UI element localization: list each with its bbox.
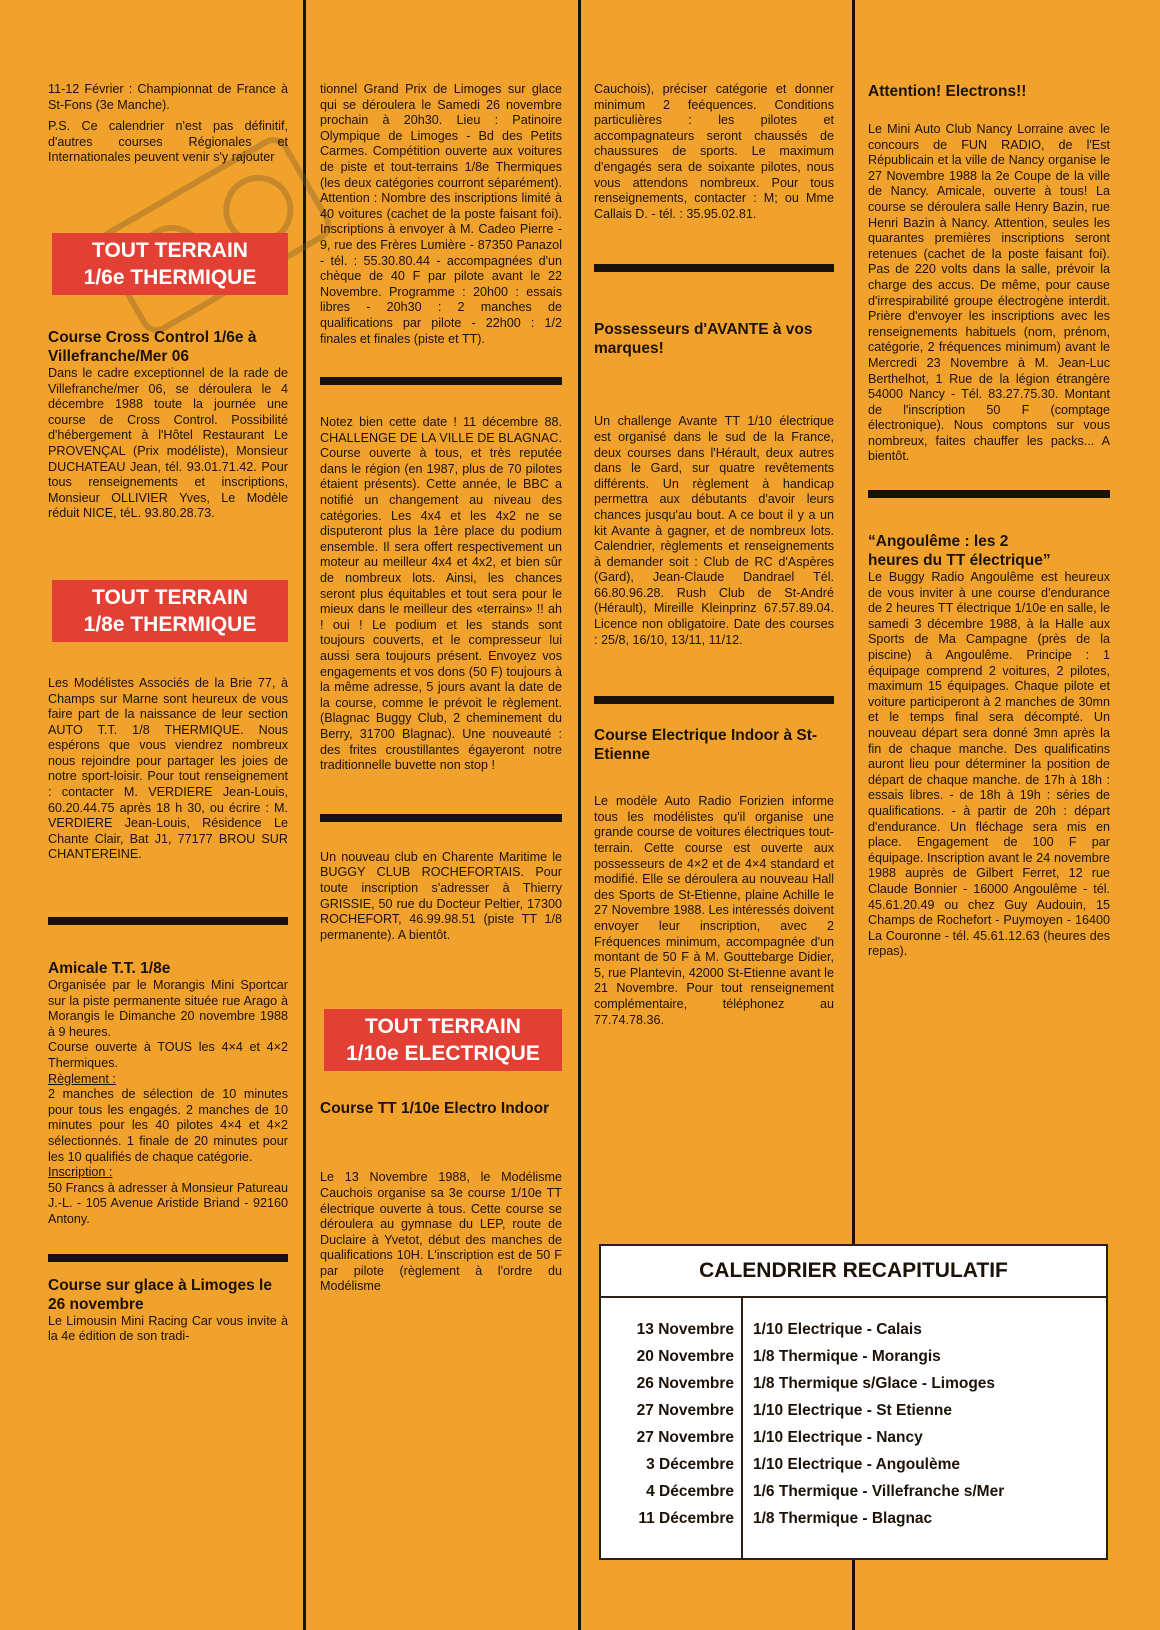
calendar-event: 1/8 Thermique - Morangis: [753, 1348, 941, 1365]
banner-line-1: TOUT TERRAIN: [92, 585, 248, 609]
avante-text: Un challenge Avante TT 1/10 électrique est organisé dans le sud de la France, deux courses dans l'Hérault, deux autres dans le Gard, sur quatre revêtements différents. Un règlement à handicap permettra aux débutants d'avoir leurs chances jusqu'au bout. A ce bout il y a un kit Avante à gagner, et de nombreux lots. Calendrier, règlements et renseignements à demander soit : Club de RC d'Aspères (Gard), Jean-Claude Dandrael Tél. 66.80.96.28. Rush Club de St-André (Hérault), Mireille Kleinprinz 67.57.89.04. Licence non obligatoire. Date des courses : 25/8, 16/10, 13/11, 11/12.: [594, 414, 834, 647]
section-divider: [48, 1254, 288, 1262]
section-divider: [48, 917, 288, 925]
tt-electro-title: Course TT 1/10e Electro Indoor: [320, 1100, 550, 1118]
amicale-text-1: Organisée par le Morangis Mini Sportcar sur la piste permanente située rue Arago à Morangis le Dimanche 20 novembre 1988 à 9 heures.: [48, 978, 288, 1039]
banner-tt-1-8-thermique: [52, 580, 288, 642]
angouleme-text: Le Buggy Radio Angoulême est heureux de vous inviter à une course d'endurance de 2 heures TT électrique 1/10e en salle, le samedi 3 décembre 1988, à la Halle aux Sports de Ma Campagne (près de la piscine) à Angoulême. Principe : 1 équipage comprend 2 voitures, 2 pilotes, maximum 15 équipages. Chaque pilote et voiture participeront à 2 manches de 30mn et le temps final sera décompté. Un nouveau départ sera donné 3mn après la fin de chaque manche. Des qualificatins auront lieu pour déterminer la position de départ de chaque manche. de 17h à 18h : essais libres. - de 18h à 19h : séries de qualifications. - à partir de 20h : départ d'endurance. Un fléchage sera mis en place. Engagement de 100 F par équipage. Inscription avant le 24 novembre 1988 auprès de Gilbert Ferret, 12 rue Claude Bonnier - 16000 Angoulême - tél. 45.61.20.49 ou chez Guy Audouin, 15 Champs de Rochefort - Puymoyen - 16400 La Couronne - tél. 45.61.12.63 (heures des repas).: [868, 570, 1110, 959]
calendar-event: 1/8 Thermique - Blagnac: [753, 1510, 933, 1527]
calendar-event: 1/10 Electrique - Nancy: [753, 1429, 923, 1446]
calendar-row: [601, 1505, 1106, 1532]
calendar-date: 27 Novembre: [636, 1402, 734, 1419]
banner-line-1: TOUT TERRAIN: [365, 1015, 521, 1039]
rochefort-text: Un nouveau club en Charente Maritime le BUGGY CLUB ROCHEFORTAIS. Pour toute inscription s'adresser à Thierry GRISSIE, 50 rue du Docteur Peltier, 17300 ROCHEFORT, 46.99.98.51 (piste TT 1/8 permanente). A bientôt.: [320, 849, 562, 942]
amicale-title: Amicale T.T. 1/8e: [48, 960, 171, 978]
calendar-body: [601, 1298, 1106, 1560]
section-divider: [594, 264, 834, 272]
calendar-row: [601, 1451, 1106, 1478]
amicale-text-3: 2 manches de sélection de 10 minutes pour tous les engagés. 2 manches de 10 minutes pour les 40 pilotes 4×4 et 4×2 sélectionnés. 1 finale de 20 minutes pour les 10 qualifiés de chaque catégorie.: [48, 1087, 288, 1164]
ps-note: P.S. Ce calendrier n'est pas définitif, d'autres courses Régionales et Internationales peuvent venir s'y rajouter: [48, 119, 288, 165]
calendar-event: 1/6 Thermique - Villefranche s/Mer: [753, 1483, 1005, 1500]
glace-text: Le Limousin Mini Racing Car vous invite à la 4e édition de son tradi-: [48, 1313, 288, 1344]
championship-intro: 11-12 Février : Championnat de France à St-Fons (3e Manche).: [48, 82, 288, 112]
section-divider: [320, 814, 562, 822]
section-divider: [320, 377, 562, 385]
calendar-row: [601, 1343, 1106, 1370]
calendar-row: [601, 1316, 1106, 1343]
calendar-date: 13 Novembre: [636, 1321, 734, 1338]
reglement-label: Règlement :: [48, 1071, 116, 1086]
calendar-summary: [599, 1244, 1108, 1560]
calendar-date: 27 Novembre: [636, 1429, 734, 1446]
column-1: [48, 82, 288, 1345]
banner-line-1: TOUT TERRAIN: [92, 238, 248, 262]
calendar-title: CALENDRIER RECAPITULATIF: [601, 1246, 1106, 1298]
calendar-row: [601, 1370, 1106, 1397]
angouleme-title: “Angoulême : les 2 heures du TT électrique”: [868, 533, 1051, 570]
banner-tt-1-10-electrique: [324, 1009, 562, 1071]
calendar-event: 1/10 Electrique - St Etienne: [753, 1402, 952, 1419]
calendar-date: 26 Novembre: [636, 1375, 734, 1392]
brie-text: Les Modélistes Associés de la Brie 77, à Champs sur Marne sont heureux de vous faire part de la naissance de leur section AUTO T.T. 1/8 THERMIQUE. Nous espérons que vous viendrez nombreux nous rejoindre pour partager les joies de notre sport-loisir. Pour tout renseignement : contacter M. VERDIERE Jean-Louis, 60.20.44.75 après 18 h 30, ou écrire : M. VERDIERE Jean-Louis, Résidence Le Chante Clair, Bat J1, 77177 BROU SUR CHANTEREINE.: [48, 675, 288, 862]
avante-title: Possesseurs d'AVANTE à vos marques!: [594, 321, 813, 358]
cauchois-text-continued: Cauchois), préciser catégorie et donner minimum 2 feéquences. Conditions particulières : les pilotes et accompagnateurs seront chaussés de chaussures de sports. Le maximum d'engagés sera de soixante pilotes, nous vous attendons nombreux. Pour tous renseignements, contacter : M; ou Mme Callais D. - tél. : 35.95.02.81.: [594, 82, 834, 221]
calendar-row: [601, 1397, 1106, 1424]
column-3: [594, 82, 834, 1028]
cross-control-text: Dans le cadre exceptionnel de la rade de Villefranche/mer 06, se déroulera le 4 décembre 1988 toute la journée une course de Cross Control. Possibilité d'hébergement à l'Hôtel Restaurant Le PROVENÇAL (Prix modéliste), Monsieur DUCHATEAU Jean, tél. 93.01.71.42. Pour tous renseignements et inscriptions, Monsieur OLLIVIER Yves, Le Modèle réduit NICE, téL. 93.80.28.73.: [48, 365, 288, 521]
banner-tt-1-6-thermique: [52, 233, 288, 295]
banner-line-2: 1/6e THERMIQUE: [83, 265, 257, 289]
calendar-date: 20 Novembre: [636, 1348, 734, 1365]
tt-electro-text: Le 13 Novembre 1988, le Modélisme Cauchois organise sa 3e course 1/10e TT électrique ouverte à tous. Cette course se déroulera au gymnase du LEP, route de Duclaire à Yvetot, début des manches de qualifications 10H. L'inscription est de 50 F par pilote (règlement à l'ordre du Modélisme: [320, 1170, 562, 1294]
st-etienne-title: Course Electrique Indoor à St-Etienne: [594, 727, 818, 764]
calendar-row: [601, 1478, 1106, 1505]
calendar-event: 1/10 Electrique - Angoulème: [753, 1456, 961, 1473]
glace-text-continued: tionnel Grand Prix de Limoges sur glace qui se déroulera le Samedi 26 novembre prochain à 20h30. Lieu : Patinoire Olympique de Limoges - Bd des Petits Carmes. Compétition ouverte aux voitures de piste et tout-terrains 1/8e Thermiques (les deux catégories courront séparément). Attention : Nombre des inscriptions limité à 40 voitures (cachet de la poste faisant foi). Inscriptions à envoyer à M. Cadeo Pierre - 9, rue des Frères Lumière - 87350 Panazol - tél. : 55.30.80.44 - accompagnées d'un chèque de 40 F par pilote avant le 22 Novembre. Programme : 20h00 : essais libres - 20h30 : 2 manches de qualifications par pilote - 22h00 : 1/2 finales et finales (piste et TT).: [320, 82, 562, 346]
calendar-date: 3 Décembre: [646, 1456, 734, 1473]
calendar-date: 11 Décembre: [638, 1510, 734, 1527]
column-rule-2: [578, 0, 581, 1630]
banner-line-2: 1/8e THERMIQUE: [83, 612, 257, 636]
inscription-label: Inscription :: [48, 1165, 113, 1180]
nancy-text: Le Mini Auto Club Nancy Lorraine avec le concours de FUN RADIO, de l'Est Républicain et la ville de Nancy organise le 27 Novembre 1988 la 2e Coupe de la ville de Nancy. Amicale, ouverte à tous! La course se déroulera salle Henry Bazin, rue Henri Bazin à Nancy. Attention, seules les quarantes premières inscriptions seront retenues (cachet de la poste faisant foi). Pas de 220 volts dans la salle, prévoir la charge des accus. De même, pour cause d'irrespirabilité groupe électrogène interdit. Prière d'envoyer les inscriptions avec les renseignements habituels (nom, prénom, catégorie, 2 fréquences minimum) avant le Mercredi 23 Novembre à M. Jean-Luc Berthelhot, 1 Rue de la légion étrangère 54000 Nancy - Tél. 83.27.75.30. Montant de l'inscription 50 F (comptage électronique). Nous comptons sur vous nombreux, faites chauffer les packs... A bientôt.: [868, 122, 1110, 464]
amicale-text-2: Course ouverte à TOUS les 4×4 et 4×2 Thermiques.: [48, 1040, 288, 1070]
column-4: [868, 82, 1110, 960]
calendar-event: 1/8 Thermique s/Glace - Limoges: [753, 1375, 996, 1392]
column-2: [320, 82, 562, 1295]
cross-control-title: Course Cross Control 1/6e à Villefranche/Mer 06: [48, 328, 257, 365]
amicale-text-4: 50 Francs à adresser à Monsieur Patureau J.-L. - 105 Avenue Aristide Briand - 92160 Antony.: [48, 1180, 288, 1226]
calendar-date: 4 Décembre: [646, 1483, 734, 1500]
section-divider: [594, 696, 834, 704]
section-divider: [868, 490, 1110, 498]
blagnac-text: Notez bien cette date ! 11 décembre 88. CHALLENGE DE LA VILLE DE BLAGNAC. Course ouverte à tous, et très reputée dans le région (en 1987, plus de 70 pilotes étaient présents). Cette année, le BBC a notifié un changement au niveau des catégories. Les 4x4 et les 4x2 ne se disputeront plus la 1ère place du podium ensemble. Il sera offert respectivement un moteur au meilleur 4x4 et 4x2, et bien sûr de nombreux lots. Ainsi, les chances seront plus équitables et tout sera pour le mieux dans le meilleur des «terrains» !! ah ! oui ! Le podium et les stands sont toujours couverts, et le compresseur lui aussi sera toujours présent. Envoyez vos engagements et vos dons (50 F) toujours à la même adresse, 5 jours avant la date de la course, comme le prévoit le règlement. (Blagnac Buggy Club, 2 cheminement du Berry, 31700 Blagnac). Une nouveauté : des frites croustillantes égayeront notre traditionnelle buvette non stop !: [320, 415, 562, 773]
glace-title: Course sur glace à Limoges le 26 novembre: [48, 1276, 272, 1313]
calendar-event: 1/10 Electrique - Calais: [753, 1321, 922, 1338]
st-etienne-text: Le modèle Auto Radio Forizien informe tous les modélistes qu'il organise une grande course de voitures électriques tout-terrain. Cette course est ouverte aux possesseurs de 4×2 et de 4×4 standard et modifié. Elle se déroulera au nouveau Hall des Sports de St-Etienne, plaine Achille le 27 Novembre 1988. Les intéressés doivent envoyer leur inscription, avec 2 Fréquences minimum, accompagnée d'un montant de 50 F à M. Gouttebarge Didier, 5, rue Plantevin, 42000 St-Etienne avant le 21 Novembre. Pour tout renseignement complémentaire, téléphonez au 77.74.78.36.: [594, 794, 834, 1027]
calendar-row: [601, 1424, 1106, 1451]
nancy-title: Attention! Electrons!!: [868, 83, 1027, 100]
banner-line-2: 1/10e ELECTRIQUE: [346, 1042, 540, 1066]
